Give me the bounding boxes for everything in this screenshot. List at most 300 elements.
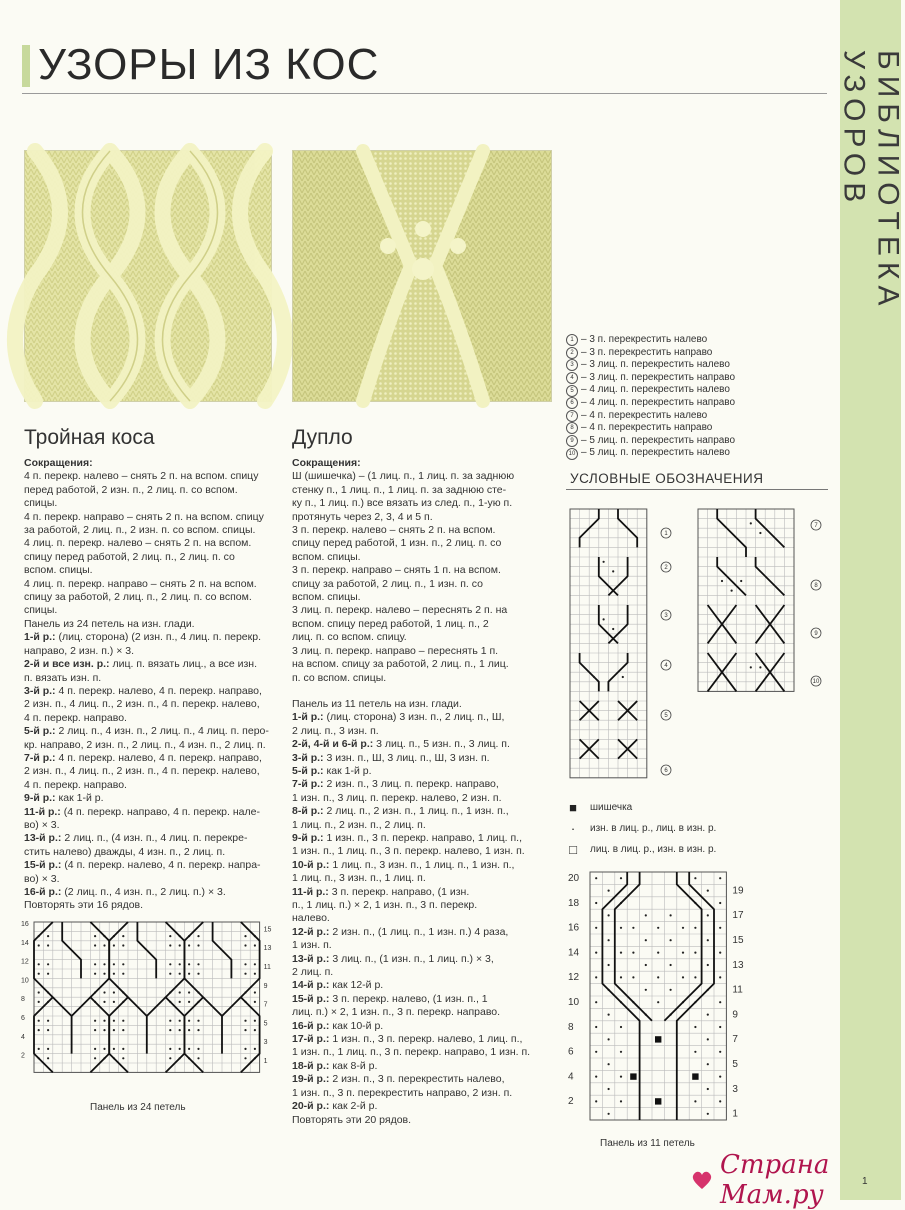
purl-dot xyxy=(620,1076,622,1078)
row-text: во) × 3. xyxy=(24,818,60,831)
purl-dot xyxy=(188,963,190,965)
purl-dot xyxy=(47,1057,49,1059)
row-instruction xyxy=(24,779,274,792)
row-instruction xyxy=(292,752,544,765)
row-text: 2 изн. п., 4 лиц. п., 2 изн. п., 4 п. перекр. налево, xyxy=(24,765,260,778)
row-label: 7-й р.: xyxy=(24,751,56,764)
chart-triple-cable xyxy=(20,918,280,1088)
purl-dot xyxy=(707,1113,709,1115)
row-text: как 1-й р. xyxy=(326,764,372,777)
purl-dot xyxy=(719,1026,721,1028)
row-instruction xyxy=(24,658,274,671)
purl-dot xyxy=(38,973,40,975)
row-text: п. вязать изн. п. xyxy=(24,671,102,684)
purl-dot xyxy=(645,914,647,916)
row-text: 1 лиц. п., 3 изн. п., 1 лиц. п. xyxy=(292,872,426,885)
row-instruction xyxy=(24,631,274,644)
row-number: 14 xyxy=(21,939,29,947)
row-label: 8-й р.: xyxy=(292,805,324,818)
abbr-line: Ш (шишечка) – (1 лиц. п., 1 лиц. п. за заднюю xyxy=(292,470,515,483)
title-rule xyxy=(22,93,827,94)
row-instruction xyxy=(292,778,544,791)
legend-item xyxy=(566,334,826,347)
purl-dot xyxy=(682,976,684,978)
row-number: 7 xyxy=(732,1034,738,1046)
purl-dot xyxy=(694,976,696,978)
row-instruction xyxy=(292,1087,544,1100)
photo-triple-cable xyxy=(24,150,272,402)
row-text: (лиц. сторона) (2 изн. п., 4 лиц. п. перекр. xyxy=(58,631,261,644)
purl-dot xyxy=(244,1057,246,1059)
row-number: 3 xyxy=(263,1039,268,1047)
abbr-line: 3 лиц. п. перекр. направо – переснять 1 п. xyxy=(292,644,499,657)
purl-dot xyxy=(608,914,610,916)
purl-dot xyxy=(620,976,622,978)
purl-dot xyxy=(620,927,622,929)
abbr-line: 4 лиц. п. перекр. направо – снять 2 п. на вспом. xyxy=(24,577,257,590)
purl-dot xyxy=(188,991,190,993)
row-text: 3 п. перекр. налево, (1 изн. п., 1 xyxy=(332,992,488,1005)
row-label: 18-й р.: xyxy=(292,1059,330,1072)
row-text: 2 изн. п., (1 лиц. п., 1 изн. п.) 4 раза, xyxy=(332,925,509,938)
row-instruction xyxy=(24,832,274,845)
row-text: (2 лиц. п., 4 изн. п., 2 лиц. п.) × 3. xyxy=(64,886,226,898)
abbr-line: спицы. xyxy=(24,497,58,510)
purl-dot xyxy=(707,1088,709,1090)
purl-dot xyxy=(94,944,96,946)
row-number: 16 xyxy=(568,922,580,934)
svg-text:7: 7 xyxy=(814,523,818,530)
row-number: 16 xyxy=(21,921,29,928)
purl-dot xyxy=(38,963,40,965)
key-number xyxy=(661,528,671,538)
chart-caption-hollow: Панель из 11 петель xyxy=(600,1138,695,1149)
purl-dot xyxy=(169,935,171,937)
purl-dot xyxy=(608,1063,610,1065)
chart-grid xyxy=(570,509,647,778)
abbr-line: 4 п. перекр. направо – снять 2 п. на вспом. спицу xyxy=(24,510,264,523)
row-instruction xyxy=(292,1100,544,1113)
purl-dot xyxy=(244,973,246,975)
purl-dot xyxy=(179,1029,181,1031)
purl-dot xyxy=(707,939,709,941)
row-number: 5 xyxy=(732,1059,738,1070)
purl-dot xyxy=(169,1020,171,1022)
purl-dot xyxy=(694,877,696,879)
row-text: 4 п. перекр. налево, 4 п. перекр. направо, xyxy=(58,751,262,764)
abbr-line: спицу перед работой, 1 изн. п., 2 лиц. п. со xyxy=(292,537,502,550)
purl-dot xyxy=(169,973,171,975)
purl-dot xyxy=(244,963,246,965)
symbol-label: изн. в лиц. р., лиц. в изн. р. xyxy=(590,823,717,834)
purl-dot xyxy=(244,1048,246,1050)
purl-dot xyxy=(188,1020,190,1022)
purl-dot xyxy=(707,1063,709,1065)
abbr-line: на вспом. спицу за работой, 2 лиц. п., 1 лиц. xyxy=(292,658,509,671)
row-instruction xyxy=(292,859,544,872)
legend-number: 1 xyxy=(566,334,578,346)
row-instruction xyxy=(24,873,274,886)
purl-dot xyxy=(122,944,124,946)
row-instruction xyxy=(24,672,274,685)
legend-number: 9 xyxy=(566,435,578,447)
bobble-mark xyxy=(655,1098,661,1104)
purl-dot xyxy=(113,1001,115,1003)
purl-dot xyxy=(657,952,659,954)
purl-dot xyxy=(244,935,246,937)
row-instruction xyxy=(292,725,544,738)
row-label: 15-й р.: xyxy=(24,859,62,872)
svg-text:6: 6 xyxy=(664,768,668,775)
purl-dot xyxy=(122,1029,124,1031)
legend-text: – 3 п. перекрестить направо xyxy=(581,346,713,358)
legend-item xyxy=(566,384,826,397)
purl-dot xyxy=(47,973,49,975)
purl-dot xyxy=(657,1001,659,1003)
purl-dot xyxy=(620,952,622,954)
purl-dot xyxy=(595,1051,597,1053)
row-number: 14 xyxy=(568,947,580,959)
purl-dot xyxy=(38,1029,40,1031)
purl-dot xyxy=(694,952,696,954)
purl-dot xyxy=(169,1029,171,1031)
crossing-symbol xyxy=(717,509,746,557)
purl-dot xyxy=(622,676,624,678)
abbr-line: 4 лиц. п. перекр. налево – снять 2 п. на вспом. xyxy=(24,537,252,550)
svg-text:1: 1 xyxy=(664,531,668,538)
row-number: 1 xyxy=(263,1058,268,1065)
abbr-line: вспом. спицы. xyxy=(24,564,93,577)
abbr-line: стенку п., 1 лиц. п., 1 лиц. п. за заднюю сте- xyxy=(292,483,507,496)
key-number xyxy=(661,610,671,620)
legend-number: 3 xyxy=(566,359,578,371)
row-instruction xyxy=(292,926,544,939)
purl-dot xyxy=(188,944,190,946)
legend-item xyxy=(566,397,826,410)
row-label: 11-й р.: xyxy=(24,805,61,818)
page-number: 1 xyxy=(862,1176,868,1187)
purl-dot xyxy=(719,927,721,929)
purl-dot xyxy=(657,976,659,978)
purl-dot xyxy=(694,1100,696,1102)
purl-dot xyxy=(179,944,181,946)
row-text: как 10-й р. xyxy=(332,1019,384,1032)
purl-dot xyxy=(670,964,672,966)
purl-dot xyxy=(103,944,105,946)
purl-dot xyxy=(719,1076,721,1078)
legend-item xyxy=(566,422,826,435)
purl-dot xyxy=(122,963,124,965)
purl-dot xyxy=(197,1020,199,1022)
row-number: 13 xyxy=(732,959,744,971)
panel-note: Панель из 11 петель на изн. глади. xyxy=(292,697,462,710)
purl-dot xyxy=(595,1076,597,1078)
purl-dot xyxy=(595,952,597,954)
row-label: 19-й р.: xyxy=(292,1073,330,1086)
purl-dot xyxy=(670,939,672,941)
abbr-line: вспом. спицы. xyxy=(292,550,361,563)
watermark-text: Страна Мам.ру xyxy=(720,1150,830,1210)
purl-dot xyxy=(188,1029,190,1031)
row-text: 2 лиц. п., 3 изн. п. xyxy=(292,724,379,737)
row-instruction xyxy=(292,805,544,818)
purl-dot xyxy=(122,1048,124,1050)
legend-number: 7 xyxy=(566,410,578,422)
row-number: 11 xyxy=(263,964,271,971)
key-chart-2 xyxy=(694,505,828,705)
abbr-line: 4 п. перекр. налево – снять 2 п. на вспом. спицу xyxy=(24,470,259,483)
row-label: 14-й р.: xyxy=(292,979,330,992)
purl-dot xyxy=(47,935,49,937)
row-text: 1 изн. п., 1 лиц. п., 3 п. перекр. направо, 1 изн. п. xyxy=(292,1046,531,1059)
purl-dot xyxy=(179,963,181,965)
purl-dot xyxy=(719,952,721,954)
purl-dot xyxy=(608,1088,610,1090)
crossing-legend xyxy=(566,334,826,460)
purl-dot xyxy=(94,1048,96,1050)
abbr-line: спицы. xyxy=(24,604,58,617)
purl-dot xyxy=(122,973,124,975)
purl-dot xyxy=(750,666,752,668)
purl-dot xyxy=(620,877,622,879)
purl-dot xyxy=(608,1113,610,1115)
row-number: 17 xyxy=(732,910,744,922)
purl-dot xyxy=(645,964,647,966)
row-number: 8 xyxy=(568,1021,574,1033)
row-number: 2 xyxy=(568,1096,574,1108)
purl-dot xyxy=(254,963,256,965)
purl-dot xyxy=(47,963,49,965)
legend-text: – 5 лиц. п. перекрестить налево xyxy=(581,447,730,459)
purl-dot xyxy=(38,1048,40,1050)
purl-dot xyxy=(608,890,610,892)
purl-dot xyxy=(694,1051,696,1053)
abbr-line: 3 п. перекр. направо – снять 1 п. на вспом. xyxy=(292,564,501,577)
instructions-hollow xyxy=(292,457,544,1127)
row-number: 13 xyxy=(263,945,272,953)
purl-dot xyxy=(608,1038,610,1040)
purl-dot xyxy=(244,944,246,946)
purl-dot xyxy=(595,902,597,904)
row-instruction xyxy=(292,1006,544,1019)
row-instruction xyxy=(292,1020,544,1033)
row-label: 12-й р.: xyxy=(292,925,330,938)
row-number: 4 xyxy=(21,1033,25,1041)
purl-dot xyxy=(719,1051,721,1053)
row-number: 3 xyxy=(732,1083,738,1095)
row-number: 7 xyxy=(263,1001,268,1009)
row-text: как 12-й р. xyxy=(332,979,384,992)
row-number: 10 xyxy=(568,997,580,1008)
bobble-mark xyxy=(692,1073,698,1079)
purl-dot xyxy=(595,1001,597,1003)
row-label: 16-й р.: xyxy=(24,886,62,898)
row-instruction xyxy=(292,993,544,1006)
purl-dot xyxy=(670,989,672,991)
row-number: 15 xyxy=(263,926,272,934)
purl-dot xyxy=(38,944,40,946)
row-instruction xyxy=(24,819,274,832)
row-text: налево. xyxy=(292,912,330,925)
purl-dot xyxy=(254,1048,256,1050)
row-instruction xyxy=(292,819,544,832)
purl-dot xyxy=(94,1057,96,1059)
row-instruction xyxy=(292,832,544,845)
abbr-line: п. со вспом. спицы. xyxy=(292,671,387,684)
svg-text:4: 4 xyxy=(664,663,668,670)
purl-dot xyxy=(719,976,721,978)
purl-dot xyxy=(254,1029,256,1031)
row-instruction xyxy=(292,966,544,979)
svg-text:10: 10 xyxy=(812,679,820,686)
purl-dot xyxy=(719,1001,721,1003)
row-instruction xyxy=(292,711,544,724)
row-label: 1-й р.: xyxy=(292,711,324,724)
purl-dot xyxy=(632,952,634,954)
purl-dot xyxy=(750,522,752,524)
row-text: (4 п. перекр. направо, 4 п. перекр. нале- xyxy=(63,805,260,818)
row-instruction xyxy=(24,725,274,738)
purl-dot xyxy=(595,927,597,929)
abbr-line: спицу за работой, 2 лиц. п., 1 изн. п. со xyxy=(292,577,483,590)
purl-dot xyxy=(94,963,96,965)
purl-dot xyxy=(179,991,181,993)
row-instruction xyxy=(292,792,544,805)
row-label: 11-й р.: xyxy=(292,885,329,898)
row-text: во) × 3. xyxy=(24,872,60,885)
symbol-label: лиц. в лиц. р., изн. в изн. р. xyxy=(590,844,717,855)
purl-dot xyxy=(103,963,105,965)
legend-item xyxy=(566,435,826,448)
legend-text: – 4 лиц. п. перекрестить налево xyxy=(581,384,730,396)
purl-dot xyxy=(94,973,96,975)
purl-dot xyxy=(719,877,721,879)
purl-dot xyxy=(254,1001,256,1003)
purl-dot xyxy=(94,935,96,937)
purl-dot xyxy=(670,914,672,916)
legend-number: 10 xyxy=(566,448,578,460)
row-instruction xyxy=(24,792,274,805)
bobble-mark xyxy=(655,1036,661,1042)
symbol-item xyxy=(566,797,826,818)
row-label: 13-й р.: xyxy=(292,952,330,965)
row-text: кр. направо, 2 изн. п., 2 лиц. п., 4 изн. п., 2 лиц. п. xyxy=(24,738,266,751)
purl-dot xyxy=(113,973,115,975)
chart-hollow xyxy=(560,868,760,1128)
row-text: п., 1 лиц. п.) × 2, 1 изн. п., 3 п. перекр. xyxy=(292,899,478,911)
purl-dot xyxy=(595,1100,597,1102)
svg-text:8: 8 xyxy=(814,583,818,590)
svg-text:3: 3 xyxy=(664,613,668,620)
purl-dot xyxy=(179,1048,181,1050)
purl-dot xyxy=(645,939,647,941)
row-label: 5-й р.: xyxy=(292,764,324,777)
purl-dot xyxy=(632,927,634,929)
legend-number: 5 xyxy=(566,385,578,397)
abbr-line: протянуть через 2, 3, 4 и 5 п. xyxy=(292,510,433,523)
purl-dot xyxy=(113,1029,115,1031)
row-text: 2 изн. п., 3 лиц. п. перекр. направо, xyxy=(326,778,499,791)
row-text: 2 лиц. п., 4 изн. п., 2 лиц. п., 4 лиц. п. перо- xyxy=(58,725,269,738)
purl-dot xyxy=(707,890,709,892)
purl-dot xyxy=(694,1026,696,1028)
purl-dot xyxy=(707,1038,709,1040)
row-instruction xyxy=(292,1033,544,1046)
row-text: как 8-й р. xyxy=(332,1059,378,1072)
row-text: 2 лиц. п., 2 изн. п., 1 лиц. п., 1 изн. п., xyxy=(326,805,509,818)
abbr-line: вспом. спицу перед работой, 1 лиц. п., 2 xyxy=(292,617,489,630)
symbols-rule xyxy=(566,489,828,490)
row-instruction xyxy=(24,685,274,698)
row-text: 1 лиц. п., 2 изн. п., 2 лиц. п. xyxy=(292,818,426,831)
purl-dot xyxy=(113,1048,115,1050)
purl-dot xyxy=(197,1057,199,1059)
purl-dot xyxy=(47,1048,49,1050)
row-instruction xyxy=(24,886,274,899)
purl-dot xyxy=(94,1029,96,1031)
purl-dot xyxy=(694,927,696,929)
repeat-note-2: Повторять эти 20 рядов. xyxy=(292,1113,412,1126)
key-number xyxy=(811,580,821,590)
abbr-line: 3 п. перекр. налево – снять 2 п. на вспом. xyxy=(292,524,496,537)
purl-dot xyxy=(169,963,171,965)
purl-dot xyxy=(244,1020,246,1022)
purl-dot xyxy=(620,1100,622,1102)
purl-dot xyxy=(197,963,199,965)
purl-dot xyxy=(122,935,124,937)
purl-dot xyxy=(122,1020,124,1022)
symbol-label: шишечка xyxy=(590,802,633,813)
row-instruction xyxy=(24,806,274,819)
row-number: 19 xyxy=(732,885,744,897)
purl-dot xyxy=(682,927,684,929)
purl-dot xyxy=(179,1020,181,1022)
purl-dot xyxy=(657,927,659,929)
purl-dot xyxy=(632,976,634,978)
row-text: 1 изн. п., 3 п. перекр. направо, 1 лиц. п., xyxy=(326,831,522,844)
row-instruction xyxy=(292,872,544,885)
key-number xyxy=(661,765,671,775)
row-text: лиц. п. вязать лиц., а все изн. xyxy=(112,658,257,671)
row-instruction xyxy=(24,645,274,658)
row-text: 3 лиц. п., 5 изн. п., 3 лиц. п. xyxy=(376,738,510,751)
row-text: 1 изн. п., 3 п. перекрестить направо, 2 изн. п. xyxy=(292,1086,513,1099)
row-instruction xyxy=(292,912,544,925)
row-number: 8 xyxy=(21,996,25,1004)
abbr-line: за работой, 2 лиц. п., 2 изн. п. со вспом. спицы. xyxy=(24,524,256,537)
purl-dot xyxy=(603,618,605,620)
row-number: 2 xyxy=(21,1052,25,1060)
row-text: (4 п. перекр. налево, 4 п. перекр. напра- xyxy=(64,859,261,872)
row-text: 4 п. перекр. направо. xyxy=(24,711,127,724)
row-instruction xyxy=(292,1046,544,1059)
symbol-swatch: · xyxy=(570,821,576,836)
heart-icon xyxy=(690,1169,714,1191)
title-accent xyxy=(22,45,30,87)
key-number xyxy=(661,562,671,572)
abbr-line: 3 лиц. п. перекр. налево – переснять 2 п. на xyxy=(292,604,508,617)
legend-item xyxy=(566,359,826,372)
row-instruction xyxy=(292,899,544,912)
purl-dot xyxy=(682,952,684,954)
row-label: 16-й р.: xyxy=(292,1019,330,1032)
row-number: 20 xyxy=(568,873,580,884)
symbol-swatch: ■ xyxy=(569,800,577,815)
abbr-line: вспом. спицы. xyxy=(292,591,361,604)
row-label: 7-й р.: xyxy=(292,778,324,791)
purl-dot xyxy=(719,1100,721,1102)
row-label: 5-й р.: xyxy=(24,725,56,738)
